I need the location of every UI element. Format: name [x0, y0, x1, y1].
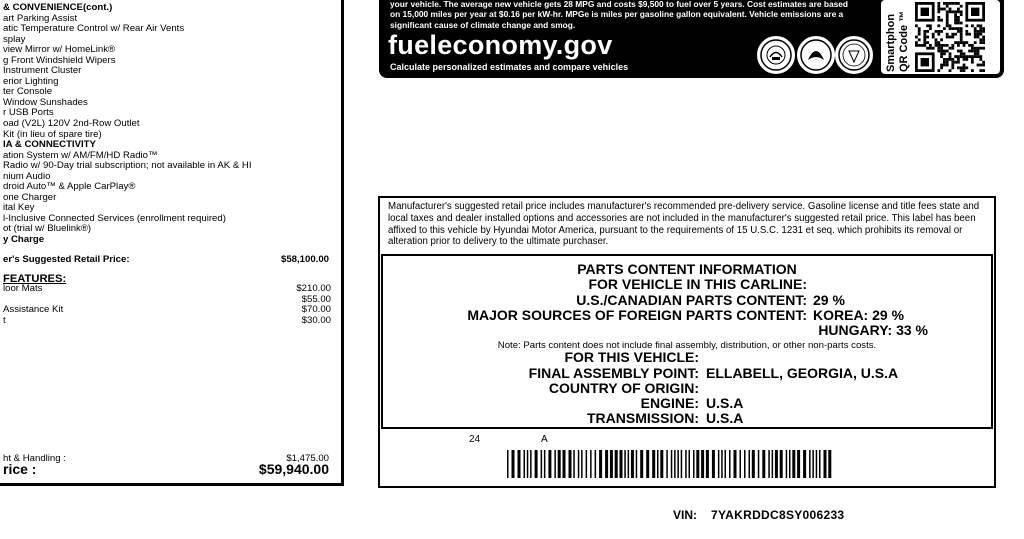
vin-label: VIN:	[673, 508, 697, 522]
optional-feature-price: $210.00	[296, 283, 331, 294]
barcode-area	[381, 432, 993, 486]
assembly-label: FINAL ASSEMBLY POINT:	[528, 365, 699, 381]
parts-title: PARTS CONTENT INFORMATION	[577, 261, 797, 277]
svg-text:Smartphon: Smartphon	[885, 13, 897, 72]
feature-item: ital Key	[3, 202, 35, 214]
msrp-label: er's Suggested Retail Price:	[3, 254, 130, 265]
doe-seal-icon	[835, 36, 873, 74]
optional-feature-label: t	[3, 314, 6, 326]
feature-item: Kit (in lieu of spare tire)	[3, 128, 102, 140]
transmission-label: TRANSMISSION:	[587, 410, 699, 426]
barcode-number: 24	[469, 434, 481, 445]
feature-item: one Charger	[3, 191, 57, 203]
origin-label: COUNTRY OF ORIGIN:	[548, 380, 699, 396]
feature-section-heading: IA & CONNECTIVITY	[3, 139, 96, 151]
fueleconomy-domain: fueleconomy.gov	[388, 30, 613, 60]
feature-section-heading: & CONVENIENCE(cont.)	[3, 2, 113, 13]
foreign-parts-label: MAJOR SOURCES OF FOREIGN PARTS CONTENT:	[467, 307, 807, 323]
feature-item: Window Sunshades	[3, 96, 88, 108]
feature-item: nium Audio	[3, 170, 51, 182]
feature-item: oad (V2L) 120V 2nd-Row Outlet	[3, 118, 140, 130]
optional-feature-price: $55.00	[301, 293, 331, 305]
us-parts-value: 29 %	[813, 292, 845, 308]
qr-panel	[881, 0, 1000, 74]
parts-note: Note: Parts content does not include final assembly, distribution, or other non-parts costs.	[497, 340, 877, 351]
feature-item: erior Lighting	[3, 75, 59, 87]
feature-item: view Mirror w/ HomeLink®	[3, 44, 116, 56]
barcode-icon	[505, 450, 835, 478]
epa-banner	[379, 0, 1004, 78]
assembly-value: ELLABELL, GEORGIA, U.S.A	[706, 365, 899, 381]
msrp-value: $58,100.00	[280, 254, 329, 265]
optional-heading: FEATURES:	[3, 273, 67, 285]
fueleconomy-tagline: Calculate personalized estimates and compare vehicles	[390, 62, 629, 72]
feature-item: ation System w/ AM/FM/HD Radio™	[3, 149, 158, 161]
optional-feature-row	[3, 284, 335, 295]
svg-text:QR Code ™: QR Code ™	[898, 10, 910, 72]
feature-item: atic Temperature Control w/ Rear Air Vents	[3, 23, 185, 35]
transmission-value: U.S.A	[706, 410, 744, 426]
engine-value: U.S.A	[706, 395, 744, 411]
features-panel	[0, 0, 344, 486]
msrp-notice-text: Manufacturer's suggested retail price includes manufacturer's recommended pre-delivery service. Gasoline license and title fees state and local taxes and dealer installed options and accessories are not included in the manufacturer's suggested retail price. This label has been affixed to this vehicle by Hyundai Motor America, pursuant to the requirements of 15 U.S.C. 1231 et seq. which prohibits its removal or alteration prior to delivery to the ultimate purchaser.	[388, 201, 980, 248]
engine-label: ENGINE:	[640, 395, 699, 411]
optional-features-list	[3, 284, 335, 326]
feature-item: r USB Ports	[3, 107, 54, 119]
freight-value: $1,475.00	[286, 453, 329, 464]
feature-item: art Parking Assist	[3, 12, 78, 24]
feature-section-heading: y Charge	[3, 234, 45, 246]
optional-feature-row	[3, 305, 335, 316]
epa-description: your vehicle. The average new vehicle gets 28 MPG and costs $9,500 to fuel over 5 years. Cost estimates are based on 15,000 miles per year at $0.16 per kW-hr. MPGe is miles per gasoline gallon equivalent. Vehicle emissions are a significant cause of climate change and smog.	[390, 0, 849, 30]
label-notice-box	[378, 196, 996, 488]
qr-code-icon[interactable]	[915, 2, 985, 72]
feature-list	[3, 3, 323, 246]
optional-feature-label: Assistance Kit	[3, 304, 64, 315]
feature-item: Radio w/ 90-Day trial subscription; not available in AK & HI	[3, 160, 252, 172]
foreign-parts-hungary: HUNGARY: 33 %	[818, 322, 928, 338]
feature-item: l-Inclusive Connected Services (enrollment required)	[3, 212, 226, 224]
total-row	[3, 461, 333, 477]
barcode-letter: A	[541, 434, 548, 445]
msrp-row	[3, 254, 333, 265]
parts-content-box: PARTS CONTENT INFORMATION FOR VEHICLE IN THIS CARLINE: U.S./CANADIAN PARTS CONTENT: 29 % MAJOR SOURCES OF FOREIGN PARTS CONTENT: KOREA: 29 % HUNGARY: 33 % Note: Parts content does not include final assembly, distribution, or other non-parts costs. FOR THIS VEHICLE: FINAL ASSEMBLY POINT: ELLABELL, GEORGIA, U.S.A COUNTRY OF ORIGIN: ENGINE: U.S.A TRANSMISSION: U.S.A	[381, 254, 993, 429]
optional-feature-row	[3, 316, 335, 327]
optional-feature-price: $70.00	[301, 304, 331, 315]
optional-feature-label: loor Mats	[3, 283, 43, 294]
feature-item: Instrument Cluster	[3, 65, 82, 77]
feature-item: ter Console	[3, 86, 53, 98]
qr-label	[882, 2, 912, 74]
vin-value: 7YAKRDDC8SY006233	[711, 508, 845, 522]
freight-label: ht & Handling :	[3, 453, 66, 464]
total-value: $59,940.00	[258, 461, 329, 477]
dot-seal-icon	[797, 36, 835, 74]
total-label: rice :	[3, 461, 37, 477]
feature-item: ot (trial w/ Bluelink®)	[3, 223, 92, 235]
us-parts-label: U.S./CANADIAN PARTS CONTENT:	[576, 292, 807, 308]
epa-seal-icon	[757, 36, 795, 74]
feature-item: g Front Windshield Wipers	[3, 54, 116, 66]
feature-item: splay	[3, 33, 26, 45]
foreign-parts-korea: KOREA: 29 %	[813, 307, 905, 323]
feature-item: droid Auto™ & Apple CarPlay®	[3, 181, 136, 193]
optional-feature-price: $30.00	[301, 314, 331, 326]
